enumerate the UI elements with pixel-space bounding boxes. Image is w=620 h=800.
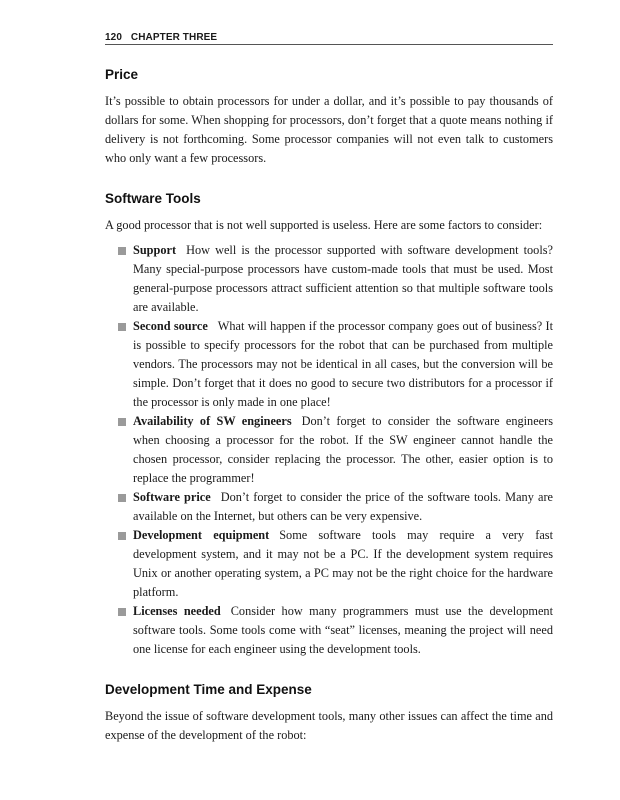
bullet-term: Second source [133, 319, 208, 333]
running-head [105, 31, 553, 45]
list-item [118, 241, 553, 317]
bullet-text: Some software tools may require a very fast development system, and it may not be a PC. If the development system requires Unix or another operating system, a PC may not be the right choice for the hardware platform. [133, 528, 553, 599]
development-time-paragraph: Beyond the issue of software development tools, many other issues can affect the time and expense of the development of the robot: [105, 709, 553, 742]
section-software-tools [105, 190, 553, 659]
bullet-text: What will happen if the processor company goes out of business? It is possible to specify processors for the robot that can be purchased from multiple vendors. The processors may not be identical in all cases, but the conversion will be simple. Don’t forget that it does no good to secure two distributors for a processor if the processor is only made in one place! [133, 319, 553, 409]
price-paragraph: It’s possible to obtain processors for under a dollar, and it’s possible to pay thousands of dollars for some. When shopping for processors, don’t forget that a quote means nothing if delivery is not forthcoming. Some processor companies will not even talk to customers who only want a few processors. [105, 94, 553, 165]
software-tools-intro: A good processor that is not well supported is useless. Here are some factors to consider: [105, 218, 543, 232]
list-item [118, 488, 553, 526]
bullet-text: Consider how many programmers must use the development software tools. Some tools come with “seat” licenses, meaning the project will need one license for each engineer using the development tools. [133, 604, 553, 656]
list-item [118, 602, 553, 659]
page-content [105, 66, 553, 745]
section-heading-software-tools: Software Tools [105, 191, 201, 206]
bullet-term: Development equipment [133, 528, 270, 542]
bullet-term: Availability of SW engineers [133, 414, 292, 428]
factor-list [105, 241, 553, 659]
bullet-text: How well is the processor supported with software development tools? Many special-purpose processors have custom-made tools that must be used. Most general-purpose processors attract sufficient attention so that multiple software tools are available. [133, 243, 553, 314]
square-bullet-icon [118, 323, 126, 331]
list-item [118, 526, 553, 602]
bullet-text: Don’t forget to consider the software engineers when choosing a processor for the robot. If the SW engineer cannot handle the chosen processor, consider replacing the processor. The other, easier option is to replace the programmer! [133, 414, 553, 485]
square-bullet-icon [118, 418, 126, 426]
square-bullet-icon [118, 247, 126, 255]
bullet-term: Licenses needed [133, 604, 221, 618]
section-heading-price: Price [105, 67, 139, 82]
chapter-title: CHAPTER THREE [130, 32, 218, 43]
section-heading-development-time: Development Time and Expense [105, 682, 312, 697]
list-item [118, 412, 553, 488]
square-bullet-icon [118, 532, 126, 540]
list-item [118, 317, 553, 412]
square-bullet-icon [118, 494, 126, 502]
bullet-term: Software price [133, 490, 211, 504]
bullet-term: Support [133, 243, 177, 257]
bullet-text: Don’t forget to consider the price of the software tools. Many are available on the Internet, but others can be very expensive. [133, 490, 553, 523]
square-bullet-icon [118, 608, 126, 616]
section-price [105, 66, 553, 168]
page-number: 120 [105, 32, 122, 43]
section-development-time [105, 681, 553, 745]
